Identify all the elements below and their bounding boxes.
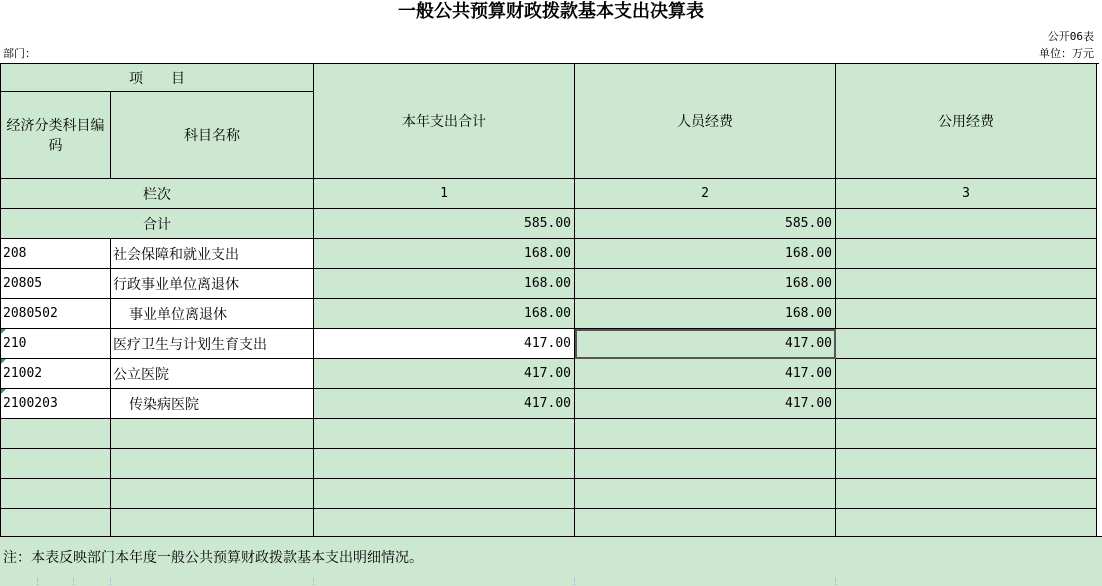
row-code[interactable]: 210 (1, 329, 111, 359)
index-row-label[interactable]: 栏次 (1, 179, 314, 209)
row-col2[interactable]: 168.00 (575, 239, 836, 269)
gridline (73, 578, 74, 585)
row-col2[interactable]: 417.00 (575, 389, 836, 419)
row-col1[interactable]: 168.00 (314, 239, 575, 269)
index-row-col2[interactable]: 2 (575, 179, 836, 209)
row-code[interactable]: 2080502 (1, 299, 111, 329)
department-label: 部门： (3, 47, 36, 60)
empty-cell[interactable] (575, 479, 836, 509)
comment-marker-icon (1, 389, 6, 394)
total-row-label[interactable]: 合计 (1, 209, 314, 239)
header-col1[interactable]: 本年支出合计 (314, 64, 575, 179)
header-project[interactable]: 项 目 (1, 64, 314, 92)
total-row-col1[interactable]: 585.00 (314, 209, 575, 239)
comment-marker-icon (1, 329, 6, 334)
empty-cell[interactable] (836, 449, 1097, 479)
empty-cell[interactable] (111, 419, 314, 449)
row-col1[interactable]: 417.00 (314, 359, 575, 389)
row-col3[interactable] (836, 359, 1097, 389)
row-name[interactable]: 公立医院 (111, 359, 314, 389)
gridline (313, 578, 314, 585)
index-row-col3[interactable]: 3 (836, 179, 1097, 209)
row-col1[interactable]: 168.00 (314, 269, 575, 299)
row-name[interactable]: 事业单位离退休 (111, 299, 314, 329)
empty-cell[interactable] (111, 509, 314, 538)
row-col3[interactable] (836, 269, 1097, 299)
unit-label: 单位：万元 (1039, 47, 1094, 60)
empty-cell[interactable] (575, 449, 836, 479)
empty-cell[interactable] (111, 479, 314, 509)
row-col1[interactable]: 417.00 (314, 329, 575, 359)
gridline (574, 578, 575, 585)
row-col3[interactable] (836, 329, 1097, 359)
form-code: 公开06表 (1047, 30, 1094, 43)
empty-cell[interactable] (314, 419, 575, 449)
total-row-col2[interactable]: 585.00 (575, 209, 836, 239)
gridline (110, 578, 111, 585)
row-col2[interactable]: 168.00 (575, 269, 836, 299)
row-col1[interactable]: 168.00 (314, 299, 575, 329)
row-col3[interactable] (836, 299, 1097, 329)
row-col3[interactable] (836, 389, 1097, 419)
header-col3[interactable]: 公用经费 (836, 64, 1097, 179)
empty-cell[interactable] (836, 419, 1097, 449)
empty-cell[interactable] (314, 509, 575, 538)
empty-cell[interactable] (575, 419, 836, 449)
total-row-col3[interactable] (836, 209, 1097, 239)
index-row-col1[interactable]: 1 (314, 179, 575, 209)
empty-cell[interactable] (1, 419, 111, 449)
row-col2[interactable]: 417.00 (575, 359, 836, 389)
table-note: 注：本表反映部门本年度一般公共预算财政拨款基本支出明细情况。 (3, 550, 423, 566)
row-col2-selected[interactable]: 417.00 (575, 329, 836, 359)
empty-cell[interactable] (1, 479, 111, 509)
row-col3[interactable] (836, 239, 1097, 269)
row-code[interactable]: 2100203 (1, 389, 111, 419)
row-name[interactable]: 医疗卫生与计划生育支出 (111, 329, 314, 359)
empty-cell[interactable] (111, 449, 314, 479)
gridline (835, 578, 836, 585)
header-col2[interactable]: 人员经费 (575, 64, 836, 179)
row-name[interactable]: 社会保障和就业支出 (111, 239, 314, 269)
empty-cell[interactable] (836, 479, 1097, 509)
row-code[interactable]: 208 (1, 239, 111, 269)
empty-cell[interactable] (314, 449, 575, 479)
empty-cell[interactable] (1, 449, 111, 479)
row-code[interactable]: 21002 (1, 359, 111, 389)
empty-cell[interactable] (1, 509, 111, 538)
expenditure-table (0, 63, 1099, 538)
header-code[interactable]: 经济分类科目编码 (1, 92, 111, 179)
row-col2[interactable]: 168.00 (575, 299, 836, 329)
report-title: 一般公共预算财政拨款基本支出决算表 (398, 1, 704, 22)
gridline (37, 578, 38, 585)
row-name[interactable]: 传染病医院 (111, 389, 314, 419)
row-name[interactable]: 行政事业单位离退休 (111, 269, 314, 299)
empty-cell[interactable] (575, 509, 836, 538)
header-name[interactable]: 科目名称 (111, 92, 314, 179)
comment-marker-icon (1, 359, 6, 364)
empty-cell[interactable] (836, 509, 1097, 538)
row-code[interactable]: 20805 (1, 269, 111, 299)
row-col1[interactable]: 417.00 (314, 389, 575, 419)
empty-cell[interactable] (314, 479, 575, 509)
